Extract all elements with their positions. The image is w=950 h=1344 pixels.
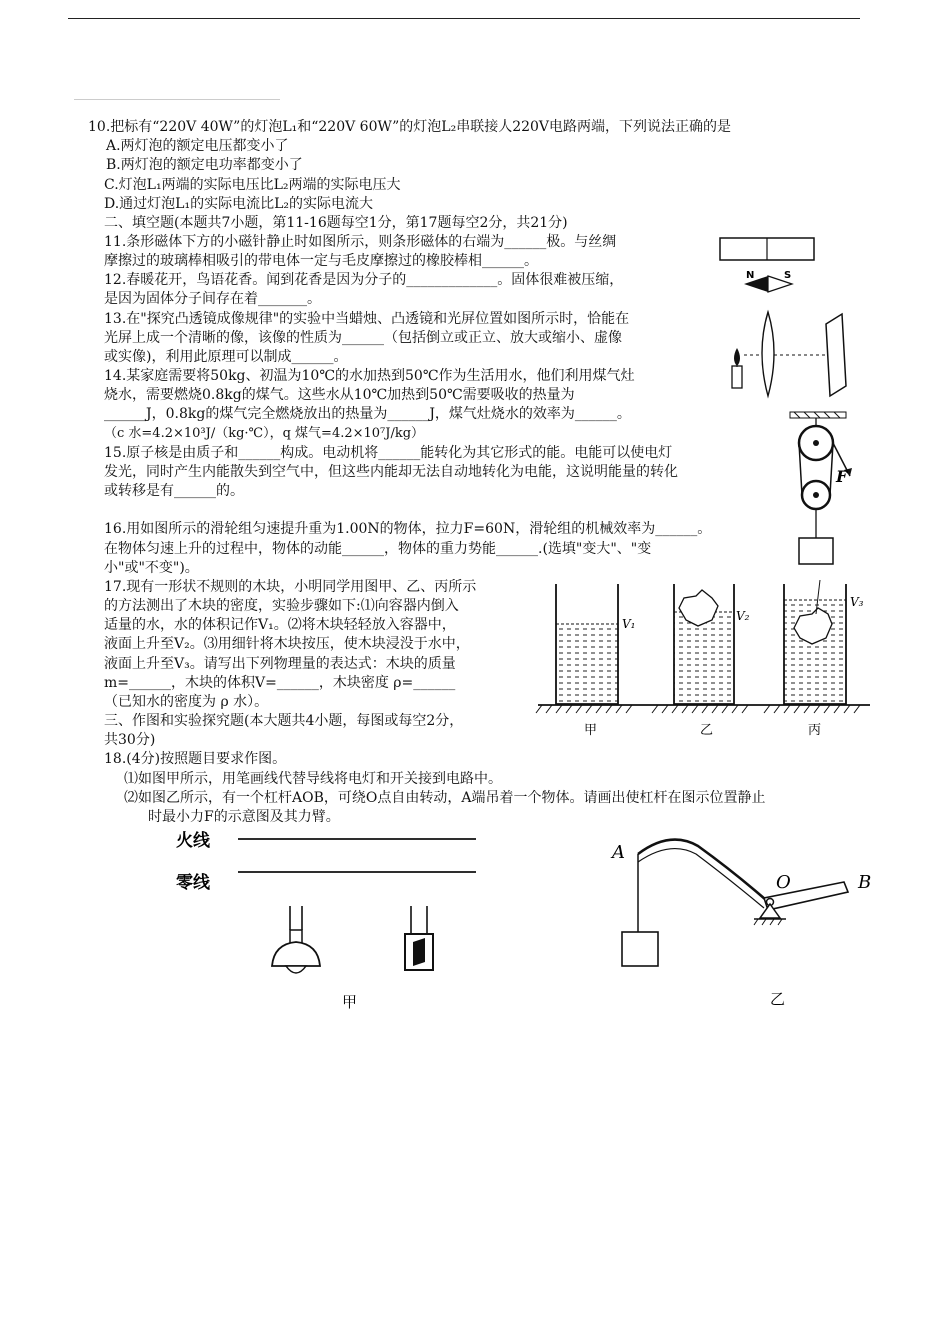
q17-line-6: m=______，木块的体积V=______，木块密度 ρ=______ bbox=[104, 675, 456, 691]
light-screen bbox=[826, 314, 846, 396]
label-s: S bbox=[784, 270, 792, 281]
label-v2: V₂ bbox=[736, 609, 750, 623]
lever-figure bbox=[604, 826, 894, 1016]
q11-line-2: 摩擦过的玻璃棒相吸引的带电体一定与毛皮摩擦过的橡胶棒相______。 bbox=[104, 253, 538, 269]
label-a: A bbox=[612, 842, 625, 863]
q17-line-2: 的方法测出了木块的密度，实验步骤如下:⑴向容器内倒入 bbox=[104, 598, 459, 614]
q16-line-1: 16.用如图所示的滑轮组匀速提升重为1.00N的物体，拉力F=60N，滑轮组的机械效率为______。 bbox=[104, 521, 712, 537]
q15-line-2: 发光，同时产生内能散失到空气中，但这些内能却无法自动地转化为电能，这说明能量的转化 bbox=[104, 464, 678, 480]
q18-line-2: ⑴如图甲所示，用笔画线代替导线将电灯和开关接到电路中。 bbox=[124, 771, 502, 787]
q12-line-2: 是因为固体分子间存在着_______。 bbox=[104, 291, 321, 307]
lever-curved-arm bbox=[638, 840, 766, 900]
q12-line-1: 12.春暖花开，鸟语花香。闻到花香是因为分子的_____________。固体很难被压缩， bbox=[104, 272, 624, 288]
q10-option-b: B.两灯泡的额定电功率都变小了 bbox=[106, 157, 303, 173]
q10-option-a: A.两灯泡的额定电压都变小了 bbox=[106, 138, 289, 154]
label-jia: 甲 bbox=[584, 723, 598, 738]
convex-lens bbox=[762, 312, 774, 396]
q15-line-1: 15.原子核是由质子和______构成。电动机将______能转化为其它形式的能。电能可以使电灯 bbox=[104, 445, 673, 461]
label-yi: 乙 bbox=[700, 723, 714, 738]
label-neutral-wire: 零线 bbox=[176, 873, 210, 893]
q10-stem: 10.把标有“220V 40W”的灯泡L₁和“220V 60W”的灯泡L₂串联接人220V电路两端，下列说法正确的是 bbox=[88, 119, 732, 135]
label-n: N bbox=[746, 270, 755, 281]
q14-line-4: （c 水=4.2×10³J/（kg·℃），q 煤气=4.2×10⁷J/kg） bbox=[104, 426, 425, 441]
lamp bbox=[272, 906, 320, 973]
hanging-object bbox=[622, 932, 658, 966]
q17-line-4: 液面上升至V₂。⑶用细针将木块按压，使木块浸没于水中， bbox=[104, 636, 470, 652]
label-b: B bbox=[858, 872, 872, 893]
q17-line-3: 适量的水，水的体积记作V₁。⑵将木块轻轻放入容器中， bbox=[104, 617, 456, 633]
circuit-figure bbox=[168, 826, 488, 1016]
label-v3: V₃ bbox=[850, 595, 864, 609]
beaker-yi bbox=[674, 584, 734, 704]
section-2-heading: 二、填空题(本题共7小题，第11-16题每空1分，第17题每空2分，共21分) bbox=[104, 215, 568, 231]
section-rule bbox=[74, 99, 280, 100]
q17-line-5: 液面上升至V₃。请写出下列物理量的表达式：木块的质量 bbox=[104, 656, 456, 672]
label-live-wire: 火线 bbox=[176, 831, 210, 851]
q10-option-d: D.通过灯泡L₁的实际电流比L₂的实际电流大 bbox=[104, 196, 373, 212]
q14-line-1: 14.某家庭需要将50kg、初温为10℃的水加热到50℃作为生活用水，他们利用煤气灶 bbox=[104, 368, 635, 384]
section-3-heading-line-2: 共30分) bbox=[104, 732, 156, 748]
q13-line-3: 或实像)，利用此原理可以制成______。 bbox=[104, 349, 348, 365]
switch bbox=[405, 906, 433, 970]
section-3-heading-line-1: 三、作图和实验探究题(本大题共4小题，每图或每空2分， bbox=[104, 713, 464, 729]
label-force-f: F bbox=[836, 467, 848, 486]
magnet-compass-figure bbox=[718, 234, 818, 294]
beaker-jia bbox=[556, 584, 618, 704]
label-figure-yi: 乙 bbox=[770, 990, 786, 1008]
q16-line-3: 小"或"不变")。 bbox=[104, 560, 199, 576]
q10-option-c: C.灯泡L₁两端的实际电压比L₂两端的实际电压大 bbox=[104, 177, 401, 193]
candle bbox=[732, 348, 742, 388]
pulley-system-figure bbox=[786, 410, 866, 570]
q11-line-1: 11.条形磁体下方的小磁针静止时如图所示，则条形磁体的右端为______极。与丝绸 bbox=[104, 234, 617, 250]
label-figure-jia: 甲 bbox=[342, 993, 358, 1011]
q15-line-3: 或转移是有______的。 bbox=[104, 483, 244, 499]
lens-experiment-figure bbox=[722, 310, 862, 400]
q18-line-1: 18.(4分)按照题目要求作图。 bbox=[104, 751, 287, 767]
q18-line-3: ⑵如图乙所示，有一个杠杆AOB，可绕O点自由转动，A端吊着一个物体。请画出使杠杆在图示位置静止 bbox=[124, 790, 766, 806]
q13-line-1: 13.在"探究凸透镜成像规律"的实验中当蜡烛、凸透镜和光屏位置如图所示时，恰能在 bbox=[104, 311, 630, 327]
header-rule bbox=[68, 18, 860, 19]
label-o: O bbox=[776, 872, 791, 893]
q17-line-7: （已知水的密度为 ρ 水）。 bbox=[104, 694, 269, 710]
q14-line-3: ______J，0.8kg的煤气完全燃烧放出的热量为______J，煤气灶烧水的效率为______。 bbox=[104, 406, 631, 422]
label-v1: V₁ bbox=[622, 617, 636, 631]
beaker-bing bbox=[784, 580, 846, 704]
label-bing: 丙 bbox=[808, 723, 822, 738]
q17-line-1: 17.现有一形状不规则的木块，小明同学用图甲、乙、丙所示 bbox=[104, 579, 477, 595]
hanging-weight bbox=[799, 538, 833, 564]
q16-line-2: 在物体匀速上升的过程中，物体的动能______，物体的重力势能______.(选填"变大"、"变 bbox=[104, 541, 652, 557]
q18-line-4: 时最小力F的示意图及其力臂。 bbox=[148, 809, 340, 825]
q13-line-2: 光屏上成一个清晰的像，该像的性质为______（包括倒立或正立、放大或缩小、虚像 bbox=[104, 330, 622, 346]
q14-line-2: 烧水，需要燃烧0.8kg的煤气。这些水从10℃加热到50℃需要吸收的热量为 bbox=[104, 387, 575, 403]
beakers-figure bbox=[534, 584, 874, 746]
